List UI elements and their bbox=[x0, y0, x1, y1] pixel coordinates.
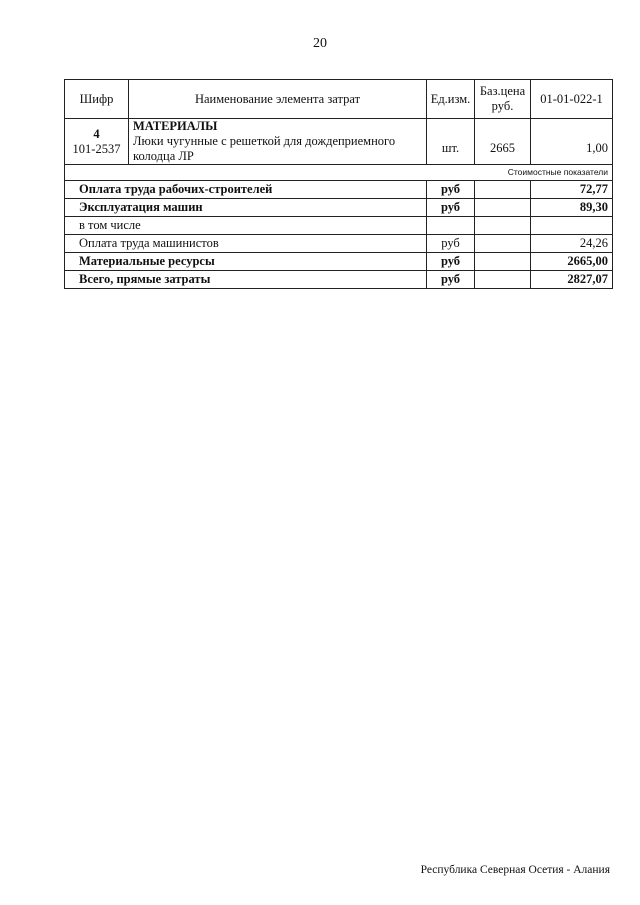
item-code-cell bbox=[65, 119, 129, 165]
cost-empty bbox=[475, 181, 531, 199]
item-name-cell bbox=[129, 119, 427, 165]
cost-unit: руб bbox=[427, 235, 475, 253]
item-code: 101-2537 bbox=[72, 141, 121, 156]
cost-row bbox=[65, 199, 613, 217]
cost-value: 2827,07 bbox=[531, 271, 613, 289]
page-number: 20 bbox=[313, 36, 327, 51]
header-code: Шифр bbox=[65, 80, 129, 119]
header-unit: Ед.изм. bbox=[427, 80, 475, 119]
cost-caption-row bbox=[65, 165, 613, 181]
cost-row bbox=[65, 253, 613, 271]
cost-unit: руб bbox=[427, 181, 475, 199]
cost-empty bbox=[475, 217, 531, 235]
cost-value: 89,30 bbox=[531, 199, 613, 217]
cost-empty bbox=[475, 235, 531, 253]
header-norm-code: 01-01-022-1 bbox=[531, 80, 613, 119]
cost-label: Оплата труда рабочих-строителей bbox=[65, 181, 427, 199]
cost-label: Всего, прямые затраты bbox=[65, 271, 427, 289]
cost-row bbox=[65, 181, 613, 199]
item-price: 2665 bbox=[475, 119, 531, 165]
item-name: Люки чугунные с решеткой для дождеприемного колодца ЛР bbox=[133, 134, 396, 163]
table-header-row bbox=[65, 80, 613, 119]
cost-value: 24,26 bbox=[531, 235, 613, 253]
cost-row bbox=[65, 271, 613, 289]
cost-empty bbox=[475, 271, 531, 289]
cost-empty bbox=[475, 199, 531, 217]
cost-label: Оплата труда машинистов bbox=[65, 235, 427, 253]
cost-label: Эксплуатация машин bbox=[65, 199, 427, 217]
cost-value: 72,77 bbox=[531, 181, 613, 199]
header-base-price: Баз.цена руб. bbox=[475, 80, 531, 119]
cost-unit: руб bbox=[427, 253, 475, 271]
cost-label: в том числе bbox=[65, 217, 427, 235]
cost-label: Материальные ресурсы bbox=[65, 253, 427, 271]
cost-unit bbox=[427, 217, 475, 235]
cost-unit: руб bbox=[427, 271, 475, 289]
cost-value bbox=[531, 217, 613, 235]
item-row bbox=[65, 119, 613, 165]
cost-row bbox=[65, 217, 613, 235]
cost-caption: Стоимостные показатели bbox=[65, 165, 613, 181]
footer-region: Республика Северная Осетия - Алания bbox=[420, 864, 610, 876]
header-name: Наименование элемента затрат bbox=[129, 80, 427, 119]
cost-unit: руб bbox=[427, 199, 475, 217]
cost-row bbox=[65, 235, 613, 253]
cost-estimate-table bbox=[64, 79, 613, 289]
item-unit: шт. bbox=[427, 119, 475, 165]
item-category: МАТЕРИАЛЫ bbox=[133, 119, 218, 133]
item-quantity: 1,00 bbox=[531, 119, 613, 165]
cost-empty bbox=[475, 253, 531, 271]
item-index: 4 bbox=[93, 126, 100, 141]
cost-value: 2665,00 bbox=[531, 253, 613, 271]
